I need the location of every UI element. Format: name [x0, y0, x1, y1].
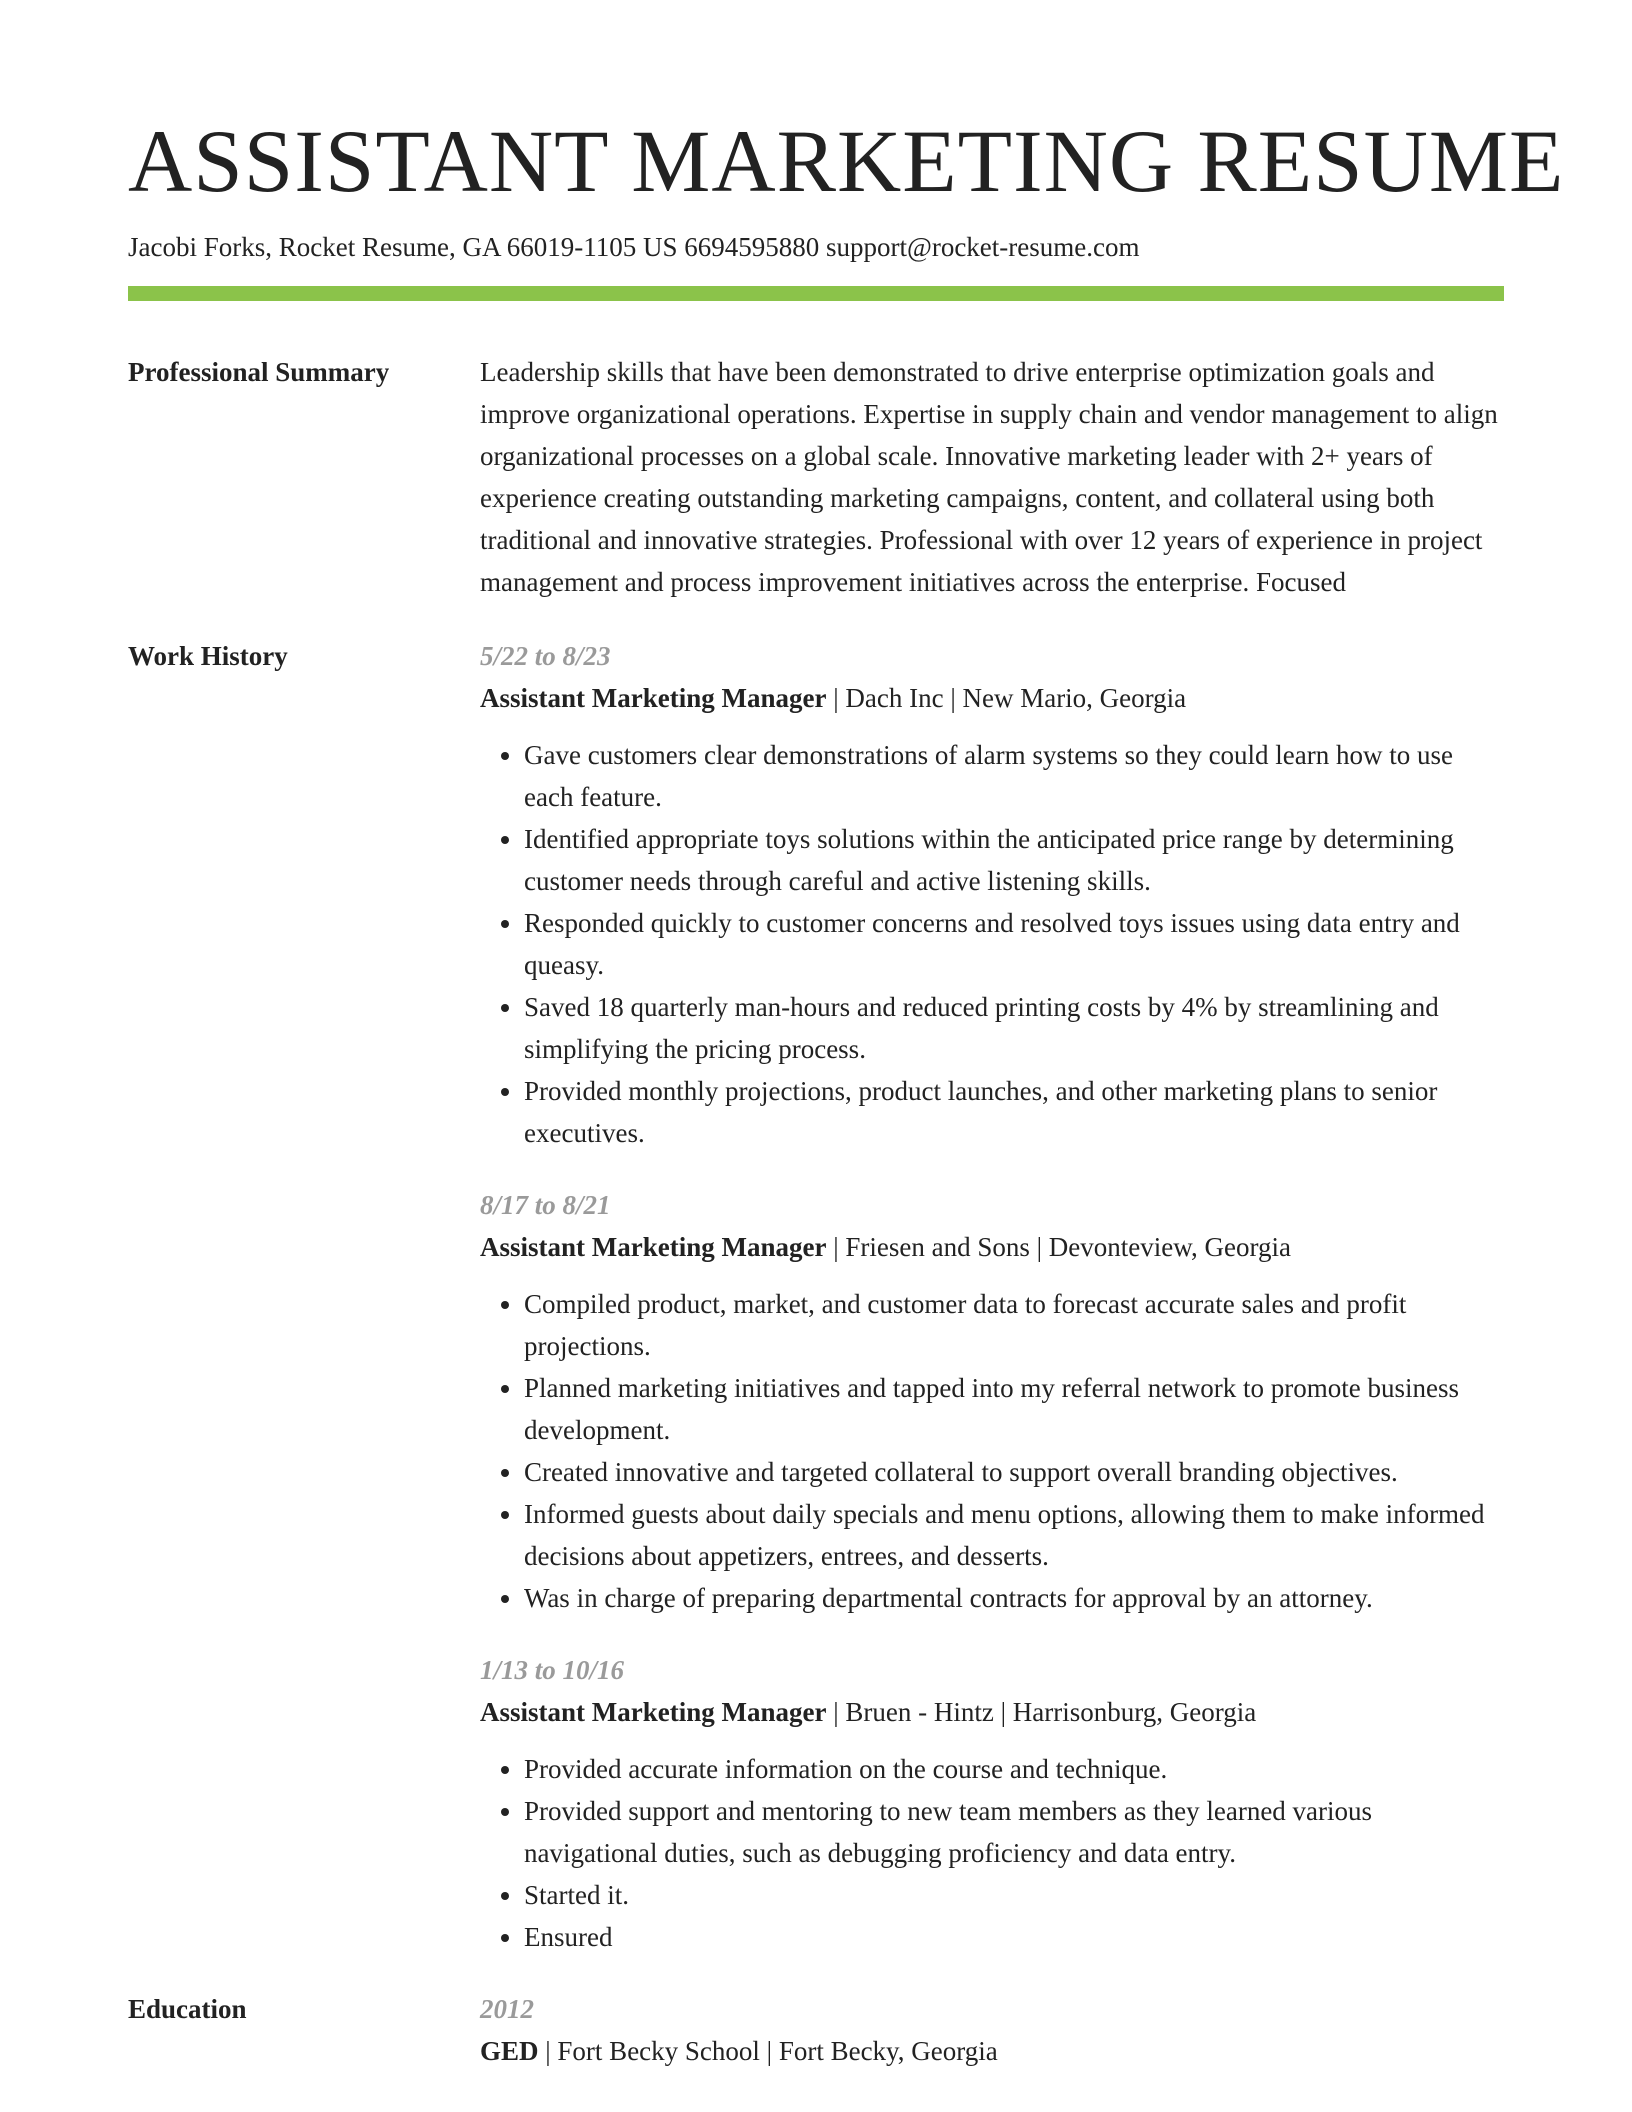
bullet-item: • Provided accurate information on the course and technique.	[524, 1748, 1504, 1790]
job-entry	[480, 1184, 1504, 1619]
summary-section	[128, 351, 1504, 603]
section-label-work-history: Work History	[128, 641, 288, 672]
job-entry	[480, 635, 1504, 1154]
job-dates: 1/13 to 10/16	[480, 1655, 625, 1686]
section-label-education: Education	[128, 1994, 247, 2025]
bullet-item: • Saved 18 quarterly man-hours and reduced printing costs by 4% by streamlining and simplifying the pricing process.	[524, 986, 1504, 1070]
bullet-item: • Started it.	[524, 1874, 1504, 1916]
bullet-item: • Provided support and mentoring to new team members as they learned various navigational duties, such as debugging proficiency and data entry.	[524, 1790, 1504, 1874]
job-bullets	[480, 734, 1504, 1154]
bullet-item: • Identified appropriate toys solutions within the anticipated price range by determining customer needs through careful and active listening skills.	[524, 818, 1504, 902]
bullet-item: • Responded quickly to customer concerns and resolved toys issues using data entry and queasy.	[524, 902, 1504, 986]
bullet-item: • Informed guests about daily specials and menu options, allowing them to make informed decisions about appetizers, entrees, and desserts.	[524, 1493, 1504, 1577]
job-details: | Bruen - Hintz | Harrisonburg, Georgia	[826, 1697, 1257, 1728]
accent-divider	[128, 286, 1504, 301]
job-bullets	[480, 1283, 1504, 1619]
job-heading	[480, 677, 1504, 719]
contact-line: Jacobi Forks, Rocket Resume, GA 66019-1105 US 6694595880 support@rocket-resume.com	[128, 232, 1140, 262]
job-heading	[480, 1691, 1504, 1733]
job-title: Assistant Marketing Manager	[480, 683, 827, 714]
bullet-item: • Gave customers clear demonstrations of alarm systems so they could learn how to use each feature.	[524, 734, 1504, 818]
job-details: | Friesen and Sons | Devonteview, Georgia	[826, 1232, 1291, 1263]
job-title: Assistant Marketing Manager	[480, 1697, 827, 1728]
bullet-item: • Provided monthly projections, product launches, and other marketing plans to senior executives.	[524, 1070, 1504, 1154]
job-heading	[480, 1226, 1504, 1268]
education-entry	[480, 1988, 1504, 2072]
education-section	[128, 1988, 1504, 2072]
bullet-item: • Planned marketing initiatives and tapped into my referral network to promote business development.	[524, 1367, 1504, 1451]
job-bullets	[480, 1748, 1504, 1958]
job-details: | Dach Inc | New Mario, Georgia	[826, 683, 1187, 714]
job-dates: 8/17 to 8/21	[480, 1190, 611, 1221]
section-label-summary: Professional Summary	[128, 357, 390, 388]
education-list	[480, 1988, 1504, 2072]
job-entry	[480, 1649, 1504, 1958]
education-details: | Fort Becky School | Fort Becky, Georgia	[538, 2036, 998, 2067]
bullet-item: • Was in charge of preparing departmental contracts for approval by an attorney.	[524, 1577, 1504, 1619]
bullet-item: • Compiled product, market, and customer data to forecast accurate sales and profit projections.	[524, 1283, 1504, 1367]
job-dates: 5/22 to 8/23	[480, 641, 611, 672]
summary-text: Leadership skills that have been demonstrated to drive enterprise optimization goals and improve organizational operations. Expertise in supply chain and vendor management to align organizational processes on a global scale. Innovative marketing leader with 2+ years of experience creating outstanding marketing campaigns, content, and collateral using both traditional and innovative strategies. Professional with over 12 years of experience in project management and process improvement initiatives across the enterprise. Focused	[480, 357, 1498, 598]
education-degree: GED	[480, 2036, 539, 2067]
work-history-list	[480, 635, 1504, 1958]
education-heading	[480, 2030, 1504, 2072]
bullet-item: • Ensured	[524, 1916, 1504, 1958]
job-title: Assistant Marketing Manager	[480, 1232, 827, 1263]
work-history-section	[128, 635, 1504, 1958]
bullet-item: • Created innovative and targeted collateral to support overall branding objectives.	[524, 1451, 1504, 1493]
resume-title: ASSISTANT MARKETING RESUME	[128, 113, 1565, 211]
education-year: 2012	[480, 1994, 534, 2025]
